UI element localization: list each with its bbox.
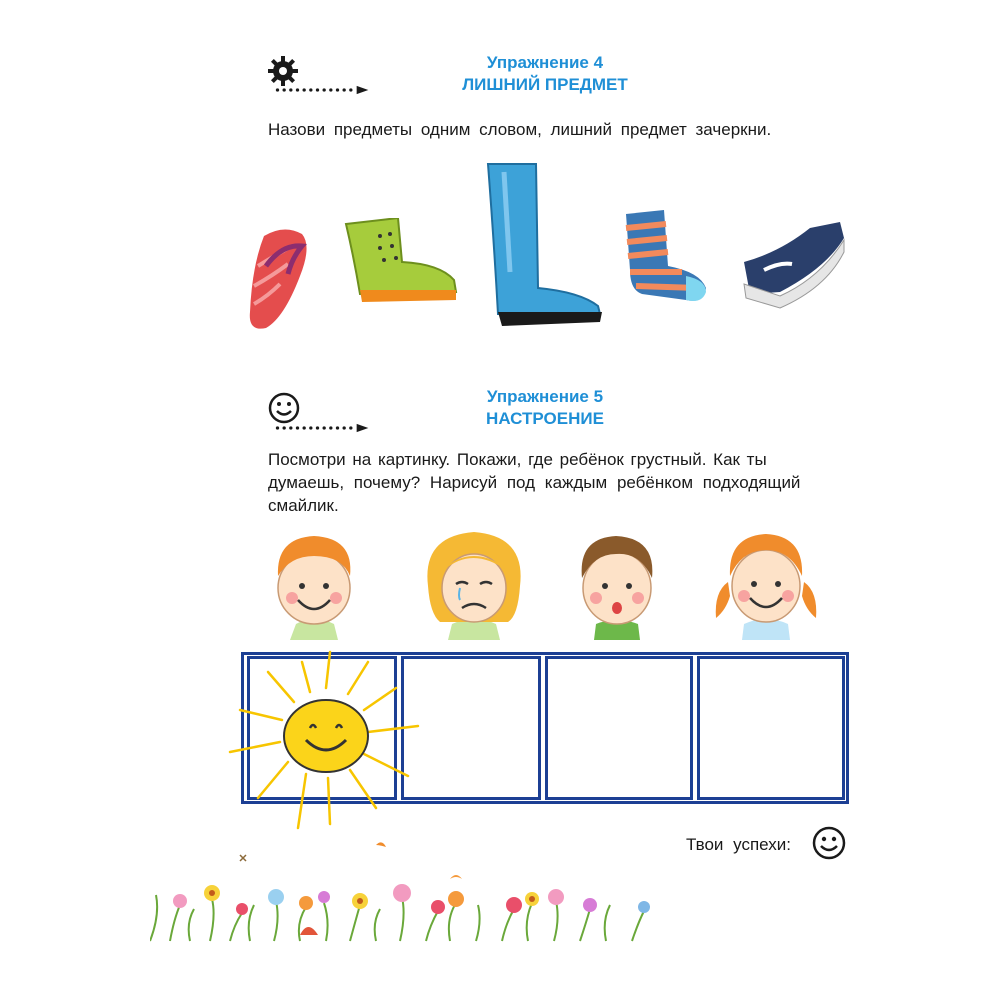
answer-cell-3[interactable] — [545, 656, 693, 800]
gear-icon — [266, 54, 300, 88]
happy-boy-image[interactable] — [266, 530, 362, 640]
striped-sock-image[interactable] — [622, 210, 712, 306]
exercise5-title: НАСТРОЕНИЕ — [486, 409, 604, 428]
exercise4-title: ЛИШНИЙ ПРЕДМЕТ — [462, 75, 628, 94]
dotted-arrow — [270, 423, 380, 433]
exercise4-number: Упражнение 4 — [486, 53, 604, 72]
green-boot-image[interactable] — [340, 218, 460, 304]
exercise5-task-line1: Посмотри на картинку. Покажи, где ребёнок грустный. Как ты — [268, 450, 767, 469]
sad-girl-image[interactable] — [422, 526, 526, 640]
exercise5-task-line2: думаешь, почему? Нарисуй под каждым ребёнком подходящий — [268, 473, 801, 492]
progress-smiley-icon[interactable] — [812, 826, 846, 860]
smiley-icon — [268, 392, 300, 424]
progress-label: Твои успехи: — [686, 835, 791, 854]
blue-rubber-boot-image[interactable] — [484, 162, 606, 330]
answer-cell-4[interactable] — [697, 656, 845, 800]
flower-meadow-decoration — [150, 835, 660, 945]
exercise5-task-line3: смайлик. — [268, 496, 339, 515]
sneaker-image[interactable] — [740, 222, 846, 312]
flip-flop-image[interactable] — [244, 226, 314, 332]
exercise4-task: Назови предметы одним словом, лишний предмет зачеркни. — [268, 120, 772, 139]
exercise5-number: Упражнение 5 — [486, 387, 604, 406]
happy-girl-image[interactable] — [704, 526, 828, 640]
dotted-arrow — [270, 85, 380, 95]
sun-drawing — [218, 648, 438, 838]
surprised-boy-image[interactable] — [570, 530, 664, 640]
